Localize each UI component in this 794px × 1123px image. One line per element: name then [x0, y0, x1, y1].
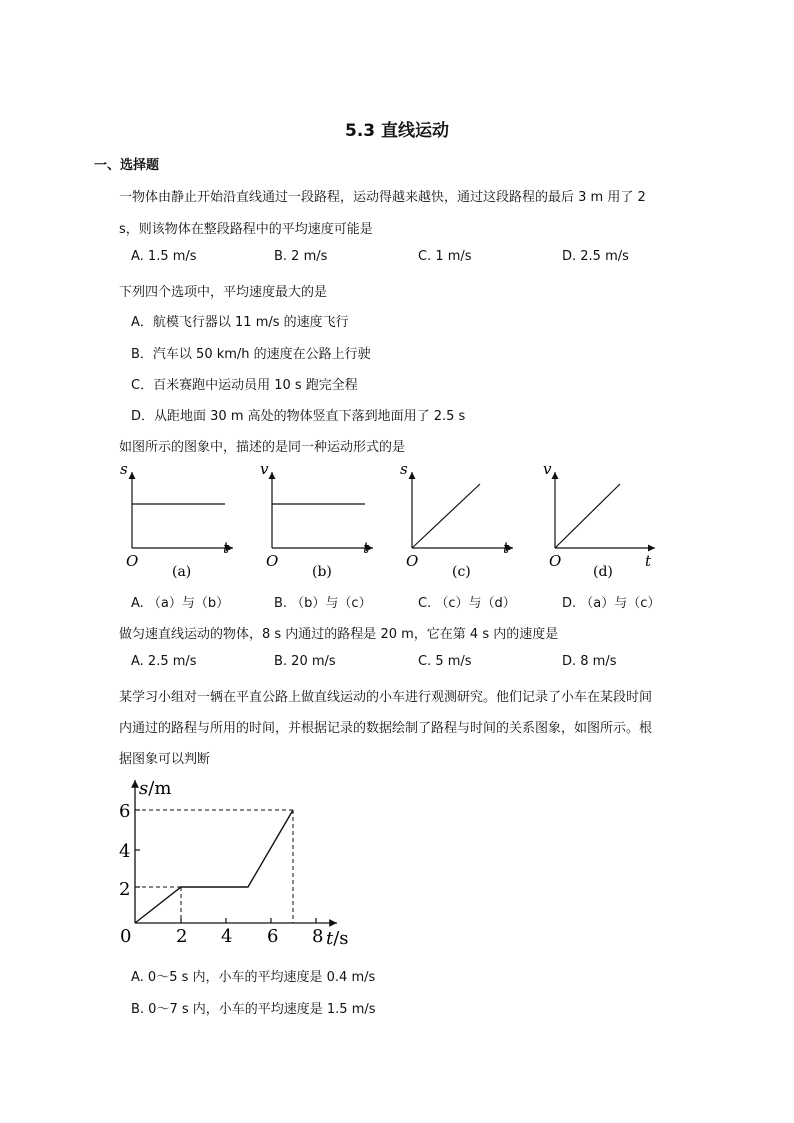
q4-option-c: C. 5 m/s	[418, 654, 472, 669]
q4-option-a: A. 2.5 m/s	[131, 654, 197, 669]
q3-option-c: C. （c）与（d）	[418, 596, 516, 611]
graph-a-y-label: s	[120, 460, 128, 478]
q2-option-c: C．百米赛跑中运动员用 10 s 跑完全程	[131, 378, 358, 393]
graph-b	[260, 460, 373, 580]
graph-d-caption: (d)	[593, 564, 613, 580]
x-axis-label: t/s	[326, 928, 349, 949]
q3-option-b: B. （b）与（c）	[274, 596, 372, 611]
graph-a-x-label: t	[223, 539, 230, 557]
section-heading: 一、选择题	[94, 158, 160, 173]
graph-a-origin: O	[126, 552, 139, 570]
q5-stem-line1: 某学习小组对一辆在平直公路上做直线运动的小车进行观测研究。他们记录了小车在某段时间	[119, 690, 653, 705]
q2-option-b: B．汽车以 50 km/h 的速度在公路上行驶	[131, 347, 371, 362]
graph-c-origin: O	[406, 552, 419, 570]
graph-d-x-label: t	[645, 552, 652, 570]
graph-a	[120, 460, 233, 580]
graph-c-y-label: s	[400, 460, 408, 478]
graph-d	[543, 460, 655, 580]
q1-stem-line1: 一物体由静止开始沿直线通过一段路程，运动得越来越快，通过这段路程的最后 3 m 用了 2	[119, 190, 646, 205]
q5-option-a: A. 0～5 s 内，小车的平均速度是 0.4 m/s	[131, 970, 376, 985]
q3-stem: 如图所示的图象中，描述的是同一种运动形式的是	[119, 440, 406, 455]
graph-b-x-label: t	[363, 539, 370, 557]
y-axis-label: s/m	[139, 778, 172, 799]
q1-option-a: A. 1.5 m/s	[131, 249, 197, 264]
q2-option-d: D．从距地面 30 m 高处的物体竖直下落到地面用了 2.5 s	[131, 409, 466, 424]
q4-stem: 做匀速直线运动的物体，8 s 内通过的路程是 20 m，它在第 4 s 内的速度是	[119, 627, 559, 642]
graph-c-caption: (c)	[452, 564, 471, 580]
q1-stem-line2: s，则该物体在整段路程中的平均速度可能是	[119, 222, 373, 237]
graph-a-caption: (a)	[172, 564, 192, 580]
x-tick-8: 8	[312, 926, 324, 947]
q2-option-a: A．航模飞行器以 11 m/s 的速度飞行	[131, 315, 349, 330]
q4-option-d: D. 8 m/s	[562, 654, 617, 669]
x-tick-0: 0	[120, 926, 132, 947]
q4-option-b: B. 20 m/s	[274, 654, 336, 669]
q5-stem-line2: 内通过的路程与所用的时间，并根据记录的数据绘制了路程与时间的关系图象，如图所示。根	[119, 721, 653, 736]
graph-b-origin: O	[266, 552, 279, 570]
q5-stem-line3: 据图象可以判断	[119, 752, 211, 767]
y-tick-6: 6	[119, 801, 131, 822]
q5-option-b: B. 0～7 s 内，小车的平均速度是 1.5 m/s	[131, 1002, 376, 1017]
page-title: 5.3 直线运动	[345, 121, 450, 141]
graph-c	[400, 460, 513, 580]
q1-option-b: B. 2 m/s	[274, 249, 328, 264]
st-graph-line	[135, 810, 293, 923]
q5-st-graph	[115, 770, 355, 950]
x-tick-4: 4	[221, 926, 233, 947]
graph-d-y-label: v	[543, 460, 552, 478]
graph-b-y-label: v	[260, 460, 269, 478]
q3-option-d: D. （a）与（c）	[562, 596, 661, 611]
q1-option-d: D. 2.5 m/s	[562, 249, 629, 264]
x-tick-2: 2	[176, 926, 188, 947]
graph-c-x-label: t	[503, 539, 510, 557]
y-tick-2: 2	[119, 879, 131, 900]
graph-b-caption: (b)	[312, 564, 332, 580]
x-tick-6: 6	[267, 926, 279, 947]
q1-option-c: C. 1 m/s	[418, 249, 472, 264]
graph-d-origin: O	[549, 552, 562, 570]
q3-option-a: A. （a）与（b）	[131, 596, 230, 611]
y-tick-4: 4	[119, 841, 131, 862]
q2-stem: 下列四个选项中，平均速度最大的是	[119, 285, 328, 300]
q3-graphs-figure	[115, 458, 675, 583]
